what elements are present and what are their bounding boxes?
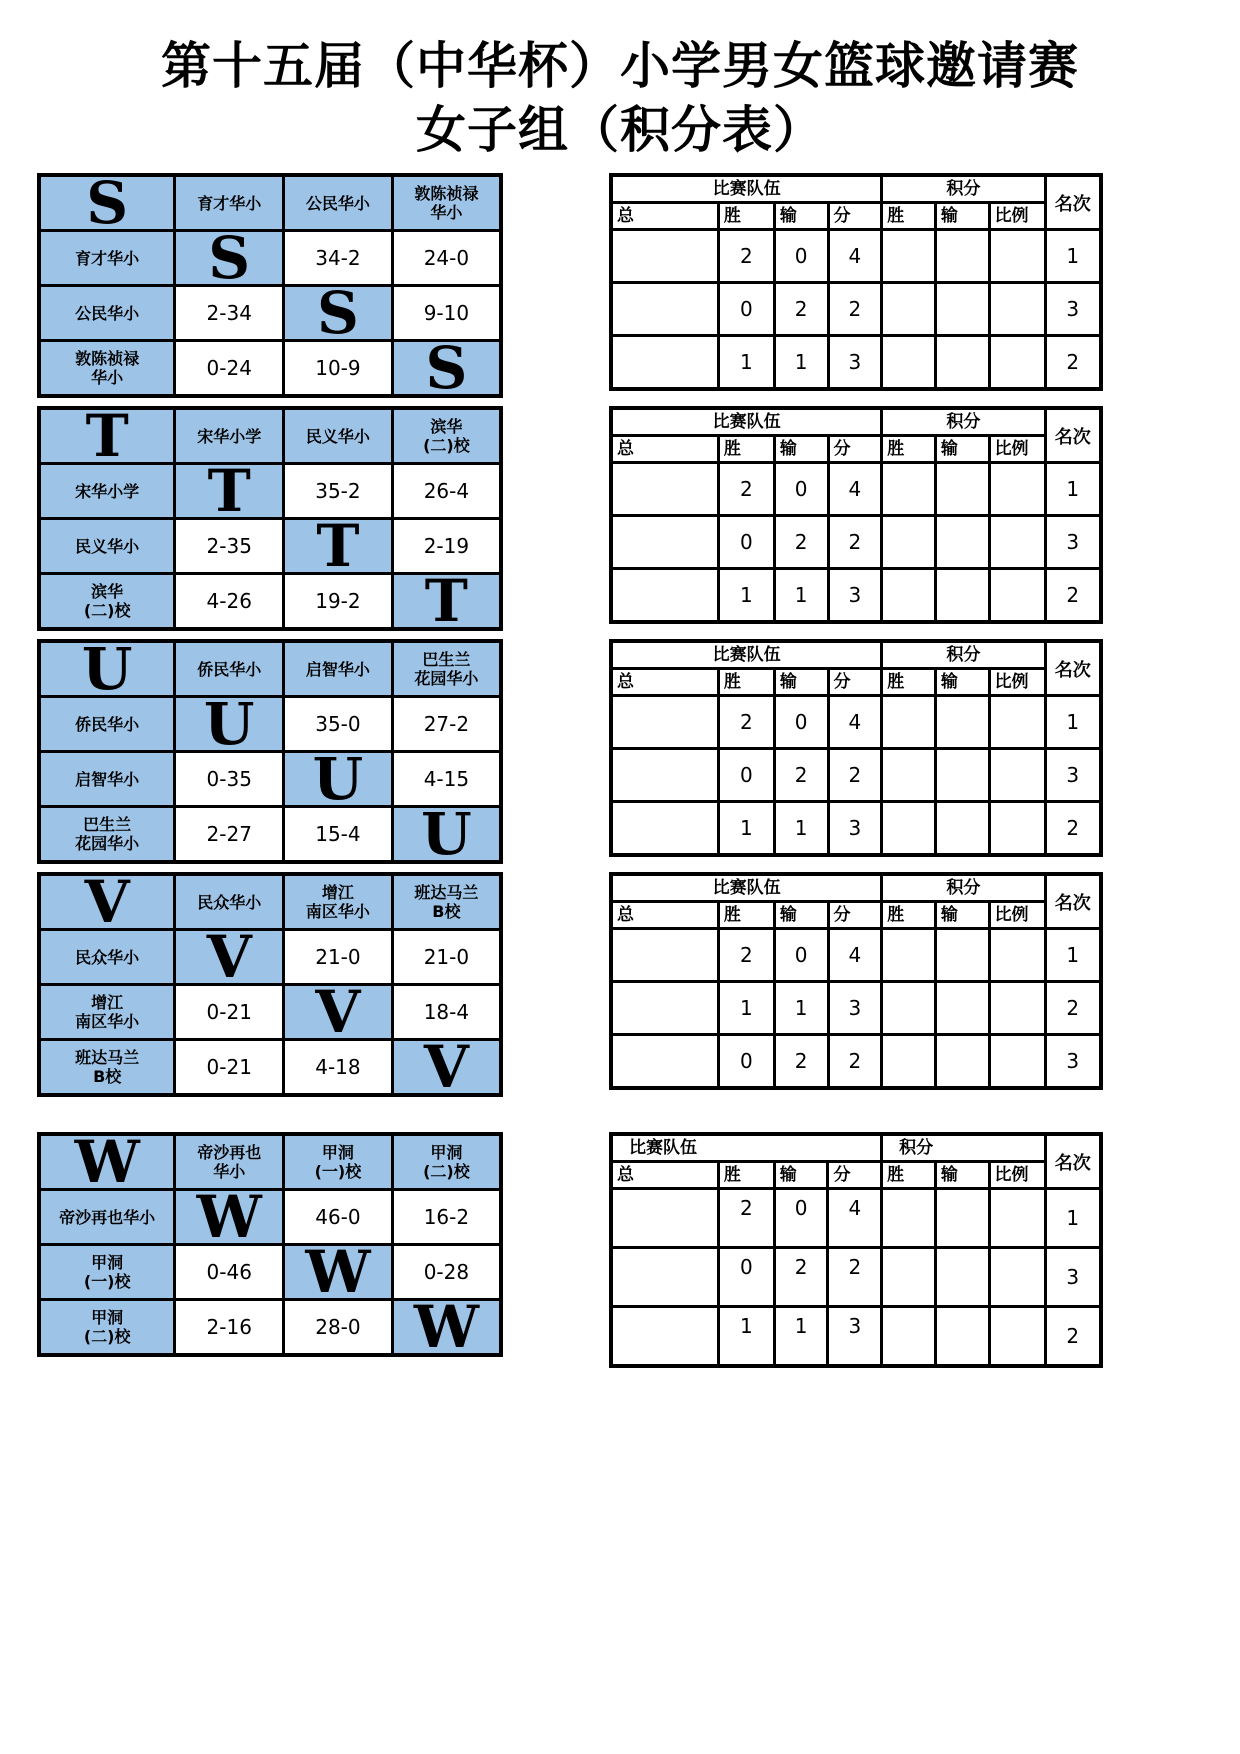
group-letter: U: [392, 807, 501, 863]
column-team-name: 宋华小学: [175, 408, 284, 464]
win-count: 0: [718, 749, 774, 802]
score-points: 4: [828, 1189, 882, 1248]
match-score: 15-4: [284, 807, 393, 863]
group-letter: W: [175, 1190, 284, 1245]
rank-value: 2: [1045, 569, 1101, 623]
points-win-cell: [882, 696, 936, 749]
ratio-header: 比例: [989, 669, 1045, 696]
ratio-cell: [989, 516, 1045, 569]
ratio-cell: [989, 1035, 1045, 1089]
win-count: 2: [718, 463, 774, 516]
group-letter: S: [39, 175, 175, 231]
row-team-name: 侨民华小: [39, 697, 175, 752]
match-score: 27-2: [392, 697, 501, 752]
match-score: 4-26: [175, 574, 284, 630]
match-score: 21-0: [392, 930, 501, 985]
ratio-cell: [989, 283, 1045, 336]
rank-value: 2: [1045, 1307, 1101, 1367]
standings-table-s: [609, 173, 1103, 391]
loss-count: 2: [774, 516, 828, 569]
page-subtitle: 女子组（积分表）: [416, 101, 824, 159]
points-win-cell: [882, 336, 936, 390]
total-cell: [611, 463, 718, 516]
group-letter: S: [392, 341, 501, 397]
ratio-cell: [989, 749, 1045, 802]
points-win-cell: [882, 1248, 936, 1307]
ratio-header: 比例: [989, 902, 1045, 929]
rank-value: 2: [1045, 802, 1101, 856]
row-team-name: 宋华小学: [39, 464, 175, 519]
match-table-t: [37, 406, 503, 631]
row-team-name: 公民华小: [39, 286, 175, 341]
loss-header: 输: [774, 1162, 828, 1189]
win-count: 0: [718, 1248, 774, 1307]
points-loss-cell: [935, 1248, 989, 1307]
row-team-name: 帝沙再也华小: [39, 1190, 175, 1245]
win-count: 1: [718, 336, 774, 390]
loss-header: 输: [935, 436, 989, 463]
score-points: 3: [828, 1307, 882, 1367]
total-cell: [611, 982, 718, 1035]
ratio-header: 比例: [989, 1162, 1045, 1189]
win-count: 0: [718, 516, 774, 569]
match-score: 35-2: [284, 464, 393, 519]
points-loss-cell: [935, 463, 989, 516]
points-header: 积分: [882, 175, 1045, 203]
loss-count: 0: [774, 929, 828, 982]
match-score: 21-0: [284, 930, 393, 985]
row-team-name: 班达马兰 B校: [39, 1040, 175, 1096]
match-score: 0-35: [175, 752, 284, 807]
rank-value: 3: [1045, 749, 1101, 802]
score-points: 2: [828, 1248, 882, 1307]
standings-row: [611, 1307, 1101, 1367]
win-header: 胜: [718, 902, 774, 929]
total-cell: [611, 569, 718, 623]
total-cell: [611, 1189, 718, 1248]
match-table-v: [37, 872, 503, 1097]
total-header: 总: [611, 436, 718, 463]
row-team-name: 敦陈祯禄 华小: [39, 341, 175, 397]
column-team-name: 帝沙再也 华小: [175, 1134, 284, 1190]
points-loss-cell: [935, 230, 989, 283]
match-score: 4-18: [284, 1040, 393, 1096]
points-win-cell: [882, 516, 936, 569]
match-score: 10-9: [284, 341, 393, 397]
row-team-name: 滨华 (二)校: [39, 574, 175, 630]
standings-row: [611, 336, 1101, 390]
teams-header: 比赛队伍: [611, 175, 882, 203]
win-header: 胜: [718, 203, 774, 230]
score-header: 分: [828, 436, 882, 463]
match-score: 0-24: [175, 341, 284, 397]
ratio-cell: [989, 802, 1045, 856]
ratio-cell: [989, 569, 1045, 623]
rank-header: 名次: [1045, 408, 1101, 463]
loss-count: 2: [774, 1248, 828, 1307]
ratio-cell: [989, 230, 1045, 283]
match-table-s: [37, 173, 503, 398]
rank-value: 3: [1045, 516, 1101, 569]
match-score: 34-2: [284, 231, 393, 286]
win-header: 胜: [882, 669, 936, 696]
total-header: 总: [611, 203, 718, 230]
standings-row: [611, 1248, 1101, 1307]
loss-count: 0: [774, 463, 828, 516]
match-row: [39, 807, 501, 863]
row-team-name: 民众华小: [39, 930, 175, 985]
win-count: 0: [718, 283, 774, 336]
score-header: 分: [828, 1162, 882, 1189]
column-team-name: 甲洞 (一)校: [284, 1134, 393, 1190]
points-loss-cell: [935, 1307, 989, 1367]
score-points: 2: [828, 749, 882, 802]
points-win-cell: [882, 749, 936, 802]
total-cell: [611, 336, 718, 390]
standings-row: [611, 802, 1101, 856]
group-letter: S: [284, 286, 393, 341]
match-score: 2-27: [175, 807, 284, 863]
win-header: 胜: [718, 669, 774, 696]
win-count: 2: [718, 230, 774, 283]
win-header: 胜: [718, 436, 774, 463]
points-win-cell: [882, 283, 936, 336]
win-count: 1: [718, 1307, 774, 1367]
column-team-name: 甲洞 (二)校: [392, 1134, 501, 1190]
win-count: 2: [718, 929, 774, 982]
ratio-cell: [989, 336, 1045, 390]
loss-count: 2: [774, 1035, 828, 1089]
group-letter: U: [284, 752, 393, 807]
rank-value: 1: [1045, 463, 1101, 516]
points-loss-cell: [935, 929, 989, 982]
score-points: 2: [828, 516, 882, 569]
loss-count: 0: [774, 1189, 828, 1248]
match-score: 9-10: [392, 286, 501, 341]
match-score: 2-19: [392, 519, 501, 574]
score-points: 2: [828, 283, 882, 336]
total-cell: [611, 516, 718, 569]
win-count: 2: [718, 696, 774, 749]
loss-header: 输: [935, 1162, 989, 1189]
score-points: 4: [828, 463, 882, 516]
score-points: 4: [828, 230, 882, 283]
standings-row: [611, 982, 1101, 1035]
points-win-cell: [882, 982, 936, 1035]
total-cell: [611, 1248, 718, 1307]
loss-count: 2: [774, 283, 828, 336]
group-letter: V: [175, 930, 284, 985]
score-points: 4: [828, 929, 882, 982]
group-letter: W: [39, 1134, 175, 1190]
match-score: 28-0: [284, 1300, 393, 1356]
total-cell: [611, 802, 718, 856]
standings-table-w: [609, 1132, 1103, 1368]
points-loss-cell: [935, 516, 989, 569]
points-loss-cell: [935, 749, 989, 802]
win-header: 胜: [882, 203, 936, 230]
row-team-name: 增江 南区华小: [39, 985, 175, 1040]
match-score: 16-2: [392, 1190, 501, 1245]
loss-header: 输: [774, 436, 828, 463]
loss-header: 输: [774, 669, 828, 696]
column-team-name: 民义华小: [284, 408, 393, 464]
teams-header: 比赛队伍: [611, 408, 882, 436]
rank-value: 2: [1045, 982, 1101, 1035]
group-letter: T: [175, 464, 284, 519]
score-points: 3: [828, 982, 882, 1035]
match-row: [39, 697, 501, 752]
rank-value: 1: [1045, 929, 1101, 982]
match-score: 26-4: [392, 464, 501, 519]
loss-count: 0: [774, 696, 828, 749]
win-header: 胜: [718, 1162, 774, 1189]
match-score: 35-0: [284, 697, 393, 752]
points-loss-cell: [935, 336, 989, 390]
row-team-name: 甲洞 (二)校: [39, 1300, 175, 1356]
teams-header: 比赛队伍: [611, 1134, 882, 1162]
match-table-w: [37, 1132, 503, 1357]
page-title: 第十五届（中华杯）小学男女篮球邀请赛: [161, 37, 1079, 95]
loss-header: 输: [935, 669, 989, 696]
rank-header: 名次: [1045, 641, 1101, 696]
ratio-cell: [989, 929, 1045, 982]
win-count: 1: [718, 802, 774, 856]
column-team-name: 民众华小: [175, 874, 284, 930]
teams-header: 比赛队伍: [611, 874, 882, 902]
points-win-cell: [882, 463, 936, 516]
loss-header: 输: [935, 902, 989, 929]
ratio-cell: [989, 463, 1045, 516]
score-header: 分: [828, 669, 882, 696]
total-cell: [611, 929, 718, 982]
total-cell: [611, 1307, 718, 1367]
match-table-u: [37, 639, 503, 864]
row-team-name: 巴生兰 花园华小: [39, 807, 175, 863]
ratio-cell: [989, 1307, 1045, 1367]
standings-row: [611, 230, 1101, 283]
total-cell: [611, 696, 718, 749]
win-header: 胜: [882, 902, 936, 929]
group-letter: T: [284, 519, 393, 574]
match-row: [39, 341, 501, 397]
ratio-header: 比例: [989, 203, 1045, 230]
points-loss-cell: [935, 1035, 989, 1089]
match-score: 0-28: [392, 1245, 501, 1300]
match-row: [39, 930, 501, 985]
points-win-cell: [882, 1189, 936, 1248]
points-loss-cell: [935, 982, 989, 1035]
loss-header: 输: [774, 902, 828, 929]
group-letter: U: [175, 697, 284, 752]
row-team-name: 育才华小: [39, 231, 175, 286]
total-cell: [611, 230, 718, 283]
match-row: [39, 1040, 501, 1096]
points-win-cell: [882, 802, 936, 856]
match-row: [39, 985, 501, 1040]
group-letter: S: [175, 231, 284, 286]
rank-value: 2: [1045, 336, 1101, 390]
standings-table-t: [609, 406, 1103, 624]
match-score: 4-15: [392, 752, 501, 807]
points-win-cell: [882, 569, 936, 623]
score-header: 分: [828, 203, 882, 230]
rank-header: 名次: [1045, 874, 1101, 929]
rank-value: 1: [1045, 696, 1101, 749]
win-count: 2: [718, 1189, 774, 1248]
column-team-name: 敦陈祯禄 华小: [392, 175, 501, 231]
loss-count: 1: [774, 569, 828, 623]
score-points: 2: [828, 1035, 882, 1089]
standings-table-v: [609, 872, 1103, 1090]
loss-count: 1: [774, 1307, 828, 1367]
match-score: 0-46: [175, 1245, 284, 1300]
rank-value: 1: [1045, 1189, 1101, 1248]
points-win-cell: [882, 929, 936, 982]
column-team-name: 巴生兰 花园华小: [392, 641, 501, 697]
points-loss-cell: [935, 283, 989, 336]
score-points: 3: [828, 802, 882, 856]
rank-value: 3: [1045, 1035, 1101, 1089]
total-cell: [611, 749, 718, 802]
group-letter: T: [392, 574, 501, 630]
match-score: 18-4: [392, 985, 501, 1040]
loss-count: 1: [774, 336, 828, 390]
loss-header: 输: [774, 203, 828, 230]
points-win-cell: [882, 1035, 936, 1089]
standings-row: [611, 463, 1101, 516]
group-letter: W: [392, 1300, 501, 1356]
ratio-cell: [989, 696, 1045, 749]
points-header: 积分: [882, 408, 1045, 436]
win-header: 胜: [882, 1162, 936, 1189]
total-header: 总: [611, 902, 718, 929]
match-row: [39, 1300, 501, 1356]
points-win-cell: [882, 230, 936, 283]
column-team-name: 启智华小: [284, 641, 393, 697]
group-letter: T: [39, 408, 175, 464]
points-loss-cell: [935, 802, 989, 856]
standings-row: [611, 696, 1101, 749]
rank-value: 3: [1045, 1248, 1101, 1307]
rank-value: 3: [1045, 283, 1101, 336]
ratio-cell: [989, 982, 1045, 1035]
total-cell: [611, 283, 718, 336]
ratio-cell: [989, 1248, 1045, 1307]
standings-row: [611, 1189, 1101, 1248]
group-letter: V: [284, 985, 393, 1040]
match-row: [39, 574, 501, 630]
score-header: 分: [828, 902, 882, 929]
rank-header: 名次: [1045, 175, 1101, 230]
ratio-cell: [989, 1189, 1045, 1248]
score-points: 3: [828, 569, 882, 623]
group-letter: V: [39, 874, 175, 930]
row-team-name: 启智华小: [39, 752, 175, 807]
match-row: [39, 519, 501, 574]
group-letter: W: [284, 1245, 393, 1300]
rank-header: 名次: [1045, 1134, 1101, 1189]
loss-count: 1: [774, 982, 828, 1035]
win-count: 1: [718, 982, 774, 1035]
total-cell: [611, 1035, 718, 1089]
win-header: 胜: [882, 436, 936, 463]
points-win-cell: [882, 1307, 936, 1367]
points-header: 积分: [882, 641, 1045, 669]
points-loss-cell: [935, 569, 989, 623]
points-header: 积分: [882, 874, 1045, 902]
loss-count: 2: [774, 749, 828, 802]
group-letter: U: [39, 641, 175, 697]
match-score: 46-0: [284, 1190, 393, 1245]
rank-value: 1: [1045, 230, 1101, 283]
column-team-name: 增江 南区华小: [284, 874, 393, 930]
loss-header: 输: [935, 203, 989, 230]
ratio-header: 比例: [989, 436, 1045, 463]
points-header: 积分: [882, 1134, 1045, 1162]
match-row: [39, 752, 501, 807]
column-team-name: 滨华 (二)校: [392, 408, 501, 464]
match-row: [39, 1190, 501, 1245]
match-score: 0-21: [175, 985, 284, 1040]
column-team-name: 育才华小: [175, 175, 284, 231]
match-score: 2-34: [175, 286, 284, 341]
row-team-name: 民义华小: [39, 519, 175, 574]
total-header: 总: [611, 669, 718, 696]
match-score: 2-16: [175, 1300, 284, 1356]
standings-table-u: [609, 639, 1103, 857]
match-score: 24-0: [392, 231, 501, 286]
match-score: 0-21: [175, 1040, 284, 1096]
loss-count: 0: [774, 230, 828, 283]
standings-row: [611, 749, 1101, 802]
standings-row: [611, 569, 1101, 623]
match-score: 19-2: [284, 574, 393, 630]
column-team-name: 侨民华小: [175, 641, 284, 697]
row-team-name: 甲洞 (一)校: [39, 1245, 175, 1300]
teams-header: 比赛队伍: [611, 641, 882, 669]
standings-row: [611, 929, 1101, 982]
points-loss-cell: [935, 1189, 989, 1248]
match-row: [39, 1245, 501, 1300]
score-points: 4: [828, 696, 882, 749]
total-header: 总: [611, 1162, 718, 1189]
group-letter: V: [392, 1040, 501, 1096]
win-count: 0: [718, 1035, 774, 1089]
match-row: [39, 286, 501, 341]
column-team-name: 班达马兰 B校: [392, 874, 501, 930]
standings-row: [611, 283, 1101, 336]
win-count: 1: [718, 569, 774, 623]
column-team-name: 公民华小: [284, 175, 393, 231]
loss-count: 1: [774, 802, 828, 856]
match-row: [39, 231, 501, 286]
match-score: 2-35: [175, 519, 284, 574]
standings-row: [611, 1035, 1101, 1089]
score-points: 3: [828, 336, 882, 390]
match-row: [39, 464, 501, 519]
points-loss-cell: [935, 696, 989, 749]
standings-row: [611, 516, 1101, 569]
